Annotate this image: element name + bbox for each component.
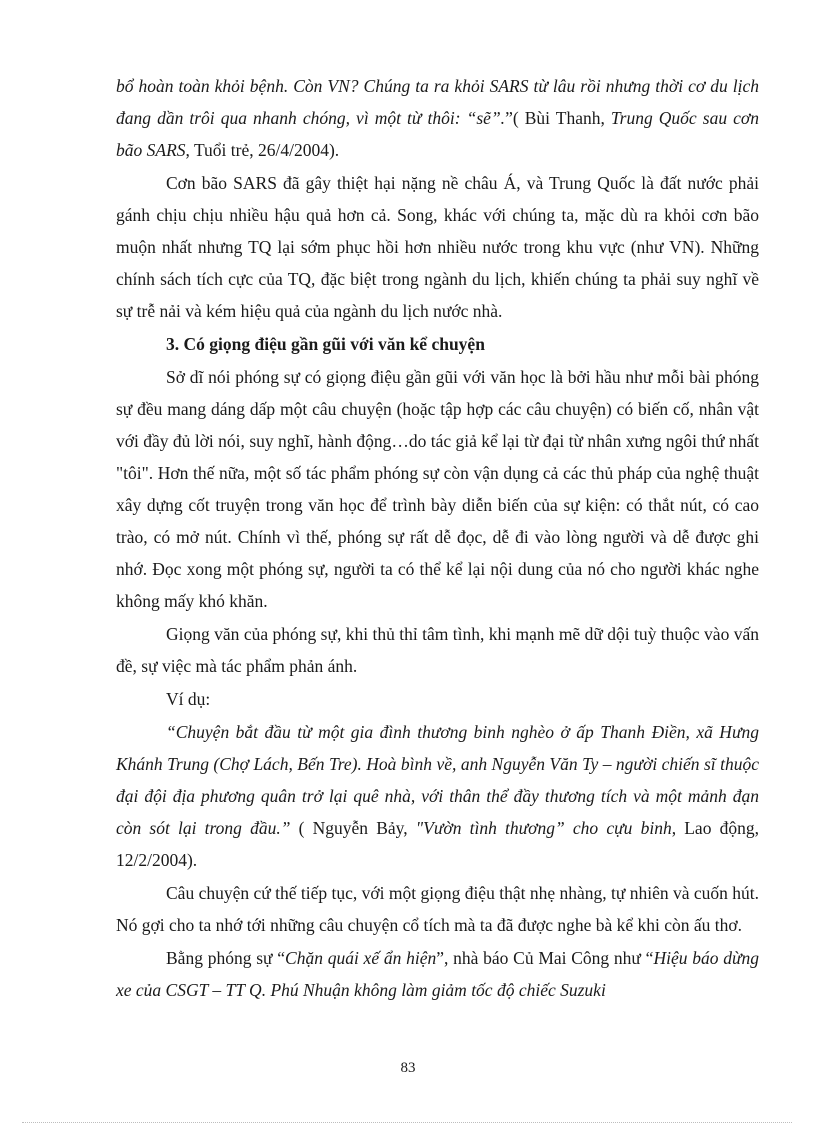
page-number: 83 [400,1060,416,1076]
paragraph-7: Câu chuyện cứ thế tiếp tục, với một giọng điệu thật nhẹ nhàng, tự nhiên và cuốn hút. Nó gợi cho ta nhớ tới những câu chuyện cổ tích mà ta đã được nghe bà kể khi còn ấu thơ. [116,883,759,935]
paragraph-5: Ví dụ: [166,689,211,709]
paragraph-8 [116,942,759,1006]
citation-title: "Vườn tình thương” cho cựu binh [415,818,672,838]
paragraph-4: Giọng văn của phóng sự, khi thủ thỉ tâm tình, khi mạnh mẽ dữ dội tuỳ thuộc vào vấn đề, sự việc mà tác phẩm phản ánh. [116,624,759,676]
citation-open: ( Nguyễn Bảy, [290,818,416,838]
article-title: Chặn quái xế ẩn hiện [285,948,437,968]
text-pre: Bằng phóng sự “ [166,948,286,968]
paragraph-2: Cơn bão SARS đã gây thiệt hại nặng nề châu Á, và Trung Quốc là đất nước phải gánh chịu chịu nhiều hậu quả hơn cả. Song, khác với chúng ta, mặc dù ra khỏi cơn bão muộn nhất nhưng TQ lại sớm phục hồi hơn nhiều nước trong khu vực (như VN). Những chính sách tích cực của TQ, đặc biệt trong ngành du lịch, khiến chúng ta phải suy nghĩ về sự trễ nải và kém hiệu quả của ngành du lịch nước nhà. [116,173,759,321]
citation-tail: , Lao động, 12/2/2004). [116,818,759,870]
quote-text: Hiệu báo dừng xe của CSGT – TT Q. Phú Nhuận không làm giảm tốc độ chiếc Suzuki [116,948,759,1000]
citation-open: ”( Bùi Thanh, [505,108,611,128]
body-text [116,70,759,1006]
citation-tail: , Tuổi trẻ, 26/4/2004). [185,140,340,160]
section-heading: 3. Có giọng điệu gần gũi với văn kể chuyện [166,334,485,354]
paragraph-1 [116,70,759,166]
paragraph-6 [116,716,759,876]
paragraph-3: Sở dĩ nói phóng sự có giọng điệu gần gũi với văn học là bởi hầu như mỗi bài phóng sự đều mang dáng dấp một câu chuyện (hoặc tập hợp các câu chuyện) có biến cố, nhân vật với đầy đủ lời nói, suy nghĩ, hành động…do tác giả kể lại từ đại từ nhân xưng ngôi thứ nhất "tôi". Hơn thế nữa, một số tác phẩm phóng sự còn vận dụng cả các thủ pháp của nghệ thuật xây dựng cốt truyện trong văn học để trình bày diễn biến của sự kiện: có thắt nút, có cao trào, có mở nút. Chính vì thế, phóng sự rất dễ đọc, dễ đi vào lòng người và dễ được ghi nhớ. Đọc xong một phóng sự, người ta có thể kể lại nội dung của nó cho người khác nghe không mấy khó khăn. [116,367,759,611]
text-mid: ”, nhà báo Củ Mai Công như “ [436,948,654,968]
quote-text: “Chuyện bắt đầu từ một gia đình thương binh nghèo ở ấp Thanh Điền, xã Hưng Khánh Trung (Chợ Lách, Bến Tre). Hoà bình về, anh Nguyễn Văn Ty – người chiến sĩ thuộc đại đội địa phương quân trở lại quê nhà, với thân thể đầy thương tích và một mảnh đạn còn sót lại trong đầu.” [116,722,759,838]
quote-text: bổ hoàn toàn khỏi bệnh. Còn VN? Chúng ta ra khỏi SARS từ lâu rồi nhưng thời cơ du lịch đang dần trôi qua nhanh chóng, vì một từ thôi: “sẽ”. [116,76,759,128]
citation-title: Trung Quốc sau cơn bão SARS [116,108,759,160]
